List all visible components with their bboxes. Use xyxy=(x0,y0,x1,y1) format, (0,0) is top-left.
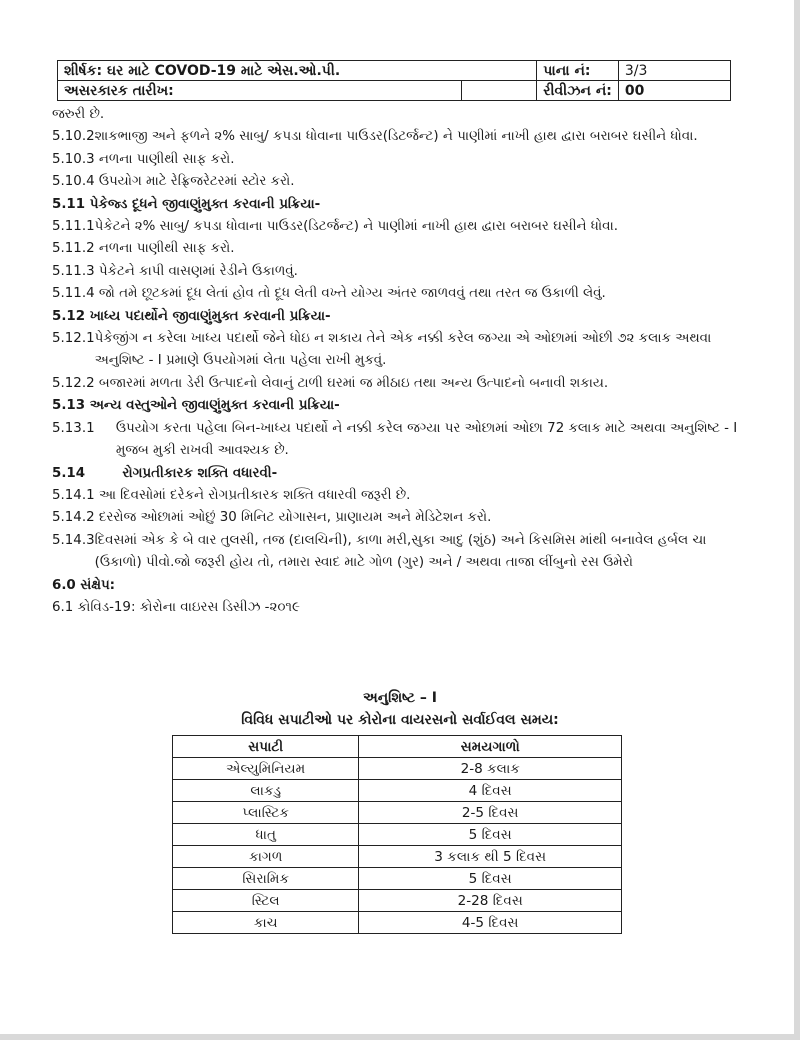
duration-cell: 3 કલાક થી 5 દિવસ xyxy=(359,846,622,868)
column-header-surface: સપાટી xyxy=(173,736,359,758)
revision-value: 00 xyxy=(618,81,730,101)
duration-cell: 2-28 દિવસ xyxy=(359,890,622,912)
surface-cell: ધાતુ xyxy=(173,824,359,846)
revision-label: રીવીઝન નં: xyxy=(537,81,619,101)
survival-time-table xyxy=(172,735,622,934)
page-edge xyxy=(794,0,800,1040)
page-value: 3/3 xyxy=(618,61,730,81)
heading-6-0: 6.0 સંક્ષેપ: xyxy=(52,577,115,593)
para-text: દિવસમાં એક કે બે વાર તુલસી, તજ (દાલચિની), કાળા મરી,સુકા આદુ (શુંઠ) અને કિસમિસ માંથી બનાવેલ હર્બલ ચા (ઉકાળો) પીવો.જો જરૂરી હોય તો, તમારા સ્વાદ માટે ગોળ (ગુર) અને / અથવા તાજા લીંબુનો રસ ઉમેરો xyxy=(94,532,707,571)
para-text: ઉપયોગ કરતા પહેલા બિન-ખાધ્ય પદાર્થો ને નક્કી કરેલ જગ્યા પર ઓછામાં ઓછા 72 કલાક માટે અથવા અનુશિષ્ટ - I મુજબ મુકી રાખવી આવશ્યક છે. xyxy=(115,420,738,459)
table-header-row xyxy=(173,736,622,758)
para-5-13-1 xyxy=(52,418,752,463)
para-5-11-2: 5.11.2 નળના પાણીથી સાફ કરો. xyxy=(52,241,235,257)
duration-cell: 2-8 કલાક xyxy=(359,758,622,780)
para-5-10-3: 5.10.3 નળના પાણીથી સાફ કરો. xyxy=(52,151,235,167)
para-6-1: 6.1 કોવિડ-19: કોરોના વાઇરસ ડિસીઝ -૨૦૧૯ xyxy=(52,599,300,615)
document-body xyxy=(52,104,752,619)
heading-5-11: 5.11 પેકેજ્ડ દૂધને જીવાણુંમુક્ત કરવાની પ્રક્રિયા- xyxy=(52,196,321,212)
table-row xyxy=(173,802,622,824)
duration-cell: 2-5 દિવસ xyxy=(359,802,622,824)
para-text: પેકેજીંગ ન કરેલા ખાધ્ય પદાર્થો જેને ધોઇ ન શકાય તેને એક નક્કી કરેલ જગ્યા એ ઓછામાં ઓછી ૭૨ કલાક અથવા અનુશિષ્ટ - I પ્રમાણે ઉપયોગમાં લેતા પહેલા રાખી મુકવું. xyxy=(94,331,712,369)
table-row xyxy=(173,824,622,846)
continued-line: જરુરી છે. xyxy=(52,107,105,122)
duration-cell: 4 દિવસ xyxy=(359,780,622,802)
table-row xyxy=(173,758,622,780)
para-5-14-1: 5.14.1 આ દિવસોમાં દરેકને રોગપ્રતીકારક શક્તિ વધારવી જરૂરી છે. xyxy=(52,487,411,503)
heading-5-14: 5.14 રોગપ્રતીકારક શક્તિ વધારવી- xyxy=(52,465,278,481)
effective-date-value xyxy=(462,81,537,101)
table-row xyxy=(173,780,622,802)
para-text: શાકભાજી અને ફળને ૨% સાબુ/ કપડા ધોવાના પાઉડર(ડિટર્જન્ટ) ને પાણીમાં નાખી હાથ દ્વારા બરાબર ઘસીને ધોવા. xyxy=(94,129,698,145)
page-label: પાના નં: xyxy=(537,61,619,81)
table-row xyxy=(173,912,622,934)
document-header-table xyxy=(57,60,731,101)
surface-cell: કાગળ xyxy=(173,846,359,868)
page-edge-bottom xyxy=(0,1034,800,1040)
para-5-10-2 xyxy=(52,126,752,148)
para-number: 5.11.1 xyxy=(52,219,95,235)
para-5-14-2: 5.14.2 દરરોજ ઓછામાં ઓછું 30 મિનિટ યોગાસન, પ્રાણાયમ અને મેડિટેશન કરો. xyxy=(52,510,492,526)
heading-5-12: 5.12 ખાધ્ય પદાર્થોને જીવાણુંમુક્ત કરવાની પ્રક્રિયા- xyxy=(52,308,331,324)
duration-cell: 5 દિવસ xyxy=(359,824,622,846)
surface-cell: સિરામિક xyxy=(173,868,359,890)
para-number: 5.14.3 xyxy=(52,532,95,548)
para-5-11-3: 5.11.3 પેકેટને કાપી વાસણમાં રેડીને ઉકાળવું. xyxy=(52,263,298,279)
duration-cell: 4-5 દિવસ xyxy=(359,912,622,934)
para-5-14-3 xyxy=(52,530,752,575)
column-header-duration: સમયગાળો xyxy=(359,736,622,758)
table-row xyxy=(173,846,622,868)
para-5-12-1 xyxy=(52,328,752,373)
para-number: 5.12.1 xyxy=(52,331,95,347)
effective-date-label: અસરકારક તારીખ: xyxy=(58,81,462,101)
title-label: શીર્ષક: ઘર માટે COVOD-19 માટે એસ.ઓ.પી. xyxy=(58,61,537,81)
para-5-11-1 xyxy=(52,216,752,238)
table-row xyxy=(173,890,622,912)
para-5-12-2: 5.12.2 બજારમાં મળતા ડેરી ઉત્પાદનો લેવાનું ટાળી ઘરમાં જ મીઠાઇ તથા અન્ય ઉત્પાદનો બનાવી શકાય. xyxy=(52,375,609,391)
para-5-10-4: 5.10.4 ઉપયોગ માટે રેફ્રિજરેટરમાં સ્ટોર કરો. xyxy=(52,174,295,190)
surface-cell: કાચ xyxy=(173,912,359,934)
heading-5-13: 5.13 અન્ય વસ્તુઓને જીવાણુંમુક્ત કરવાની પ્રક્રિયા- xyxy=(52,398,340,414)
appendix-subtitle: વિવિધ સપાટીઓ પર કોરોના વાયરસનો સર્વાઈવલ સમય: xyxy=(241,712,559,728)
surface-cell: સ્ટિલ xyxy=(173,890,359,912)
para-text: પેકેટને ૨% સાબુ/ કપડા ધોવાના પાઉડર(ડિટર્જન્ટ) ને પાણીમાં નાખી હાથ દ્વારા બરાબર ઘસીને ધોવા. xyxy=(94,219,619,235)
para-number: 5.10.2 xyxy=(52,129,95,145)
surface-cell: એલ્યુમિનિયમ xyxy=(173,758,359,780)
header-row-2 xyxy=(58,81,731,101)
surface-cell: લાકડુ xyxy=(173,780,359,802)
duration-cell: 5 દિવસ xyxy=(359,868,622,890)
para-number: 5.13.1 xyxy=(52,420,116,436)
header-row-1 xyxy=(58,61,731,81)
appendix-title: અનુશિષ્ટ – I xyxy=(362,690,438,706)
table-row xyxy=(173,868,622,890)
para-5-11-4: 5.11.4 જો તમે છૂટકમાં દૂધ લેતાં હોવ તો દૂધ લેતી વખ્તે યોગ્ય અંતર જાળવવું તથા તરત જ ઉકાળી લેવું. xyxy=(52,286,606,302)
surface-cell: પ્લાસ્ટિક xyxy=(173,802,359,824)
